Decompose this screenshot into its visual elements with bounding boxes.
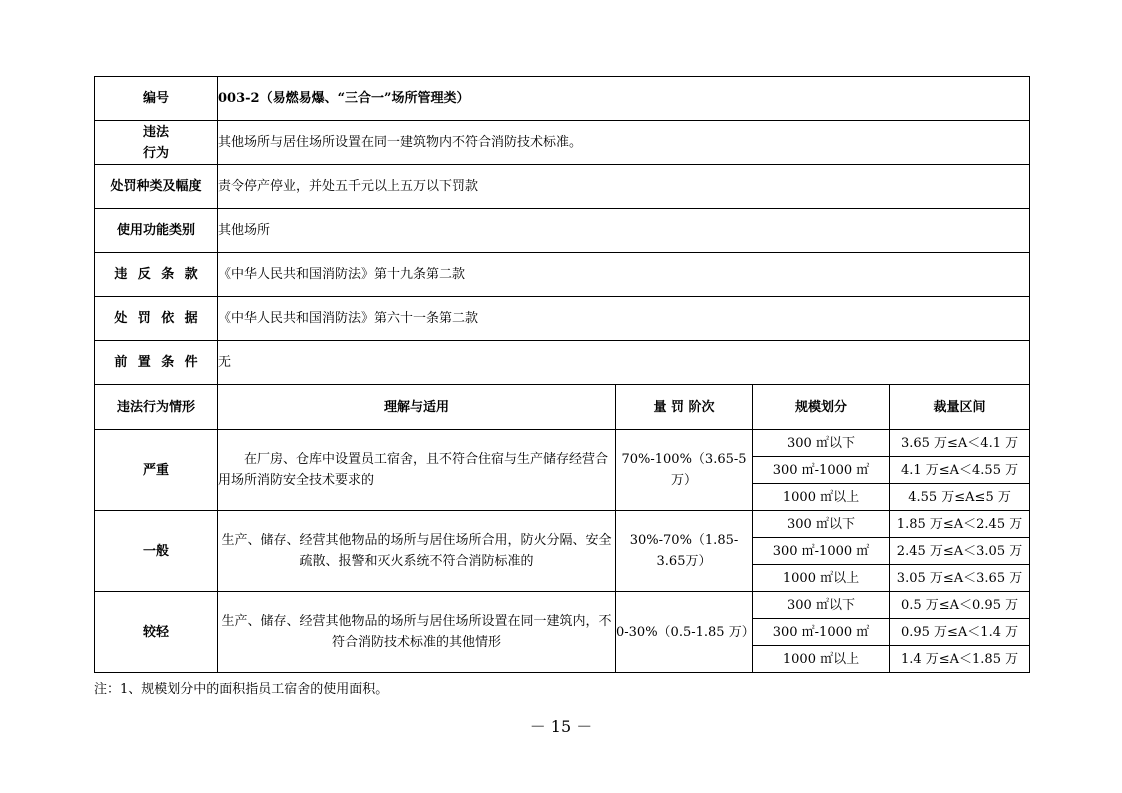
- range-cell: 4.1 万≤A＜4.55 万: [890, 457, 1030, 484]
- scale-cell: 300 ㎡以下: [753, 592, 890, 619]
- penalty-type-value: 责令停产停业，并处五千元以上五万以下罚款: [218, 165, 1030, 209]
- penalty-document-table: [94, 76, 1030, 673]
- scale-cell: 1000 ㎡以上: [753, 646, 890, 673]
- level-severe: 70%-100%（3.65-5万）: [616, 430, 753, 511]
- range-cell: 3.65 万≤A＜4.1 万: [890, 430, 1030, 457]
- range-cell: 1.4 万≤A＜1.85 万: [890, 646, 1030, 673]
- scale-cell: 300 ㎡以下: [753, 430, 890, 457]
- table-row: [95, 592, 1030, 619]
- level-general: 30%-70%（1.85-3.65万）: [616, 511, 753, 592]
- scale-cell: 300 ㎡以下: [753, 511, 890, 538]
- severity-severe: 严重: [95, 430, 218, 511]
- violated-clause-value: 《中华人民共和国消防法》第十九条第二款: [218, 253, 1030, 297]
- penalty-header-row: [95, 385, 1030, 430]
- info-row-violated-clause: [95, 253, 1030, 297]
- header-understanding: 理解与适用: [218, 385, 616, 430]
- scale-cell: 1000 ㎡以上: [753, 565, 890, 592]
- range-cell: 0.95 万≤A＜1.4 万: [890, 619, 1030, 646]
- description-severe: 在厂房、仓库中设置员工宿舍，且不符合住宿与生产储存经营合用场所消防安全技术要求的: [218, 430, 616, 511]
- penalty-basis-label: 处罚依据: [95, 297, 218, 341]
- page-number: － 15 －: [529, 717, 593, 736]
- header-situation: 违法行为情形: [95, 385, 218, 430]
- info-row-precondition: [95, 341, 1030, 385]
- function-category-value: 其他场所: [218, 209, 1030, 253]
- scale-cell: 300 ㎡-1000 ㎡: [753, 538, 890, 565]
- range-cell: 1.85 万≤A＜2.45 万: [890, 511, 1030, 538]
- id-label: 编号: [95, 77, 218, 121]
- precondition-value: 无: [218, 341, 1030, 385]
- footnote: 注：1、规模划分中的面积指员工宿舍的使用面积。: [94, 682, 389, 697]
- penalty-basis-value: 《中华人民共和国消防法》第六十一条第二款: [218, 297, 1030, 341]
- header-range: 裁量区间: [890, 385, 1030, 430]
- scale-cell: 300 ㎡-1000 ㎡: [753, 457, 890, 484]
- info-row-violation: [95, 121, 1030, 165]
- description-minor: 生产、储存、经营其他物品的场所与居住场所设置在同一建筑内，不符合消防技术标准的其他情形: [218, 592, 616, 673]
- violation-value: 其他场所与居住场所设置在同一建筑物内不符合消防技术标准。: [218, 121, 1030, 165]
- severity-general: 一般: [95, 511, 218, 592]
- table-row: [95, 511, 1030, 538]
- violation-label: 违法 行为: [95, 121, 218, 165]
- scale-cell: 1000 ㎡以上: [753, 484, 890, 511]
- precondition-label: 前置条件: [95, 341, 218, 385]
- range-cell: 2.45 万≤A＜3.05 万: [890, 538, 1030, 565]
- range-cell: 0.5 万≤A＜0.95 万: [890, 592, 1030, 619]
- level-minor: 0-30%（0.5-1.85 万）: [616, 592, 753, 673]
- severity-minor: 较轻: [95, 592, 218, 673]
- info-row-penalty-basis: [95, 297, 1030, 341]
- info-row-id: [95, 77, 1030, 121]
- penalty-type-label: 处罚种类及幅度: [95, 165, 218, 209]
- violated-clause-label: 违反条款: [95, 253, 218, 297]
- scale-cell: 300 ㎡-1000 ㎡: [753, 619, 890, 646]
- header-penalty-level: 量 罚 阶次: [616, 385, 753, 430]
- table-row: [95, 430, 1030, 457]
- function-category-label: 使用功能类别: [95, 209, 218, 253]
- header-scale: 规模划分: [753, 385, 890, 430]
- range-cell: 4.55 万≤A≤5 万: [890, 484, 1030, 511]
- info-row-function-category: [95, 209, 1030, 253]
- description-general: 生产、储存、经营其他物品的场所与居住场所合用，防火分隔、安全疏散、报警和灭火系统不符合消防标准的: [218, 511, 616, 592]
- info-row-penalty-type: [95, 165, 1030, 209]
- id-value: 003-2（易燃易爆、“三合一”场所管理类）: [218, 77, 1030, 121]
- range-cell: 3.05 万≤A＜3.65 万: [890, 565, 1030, 592]
